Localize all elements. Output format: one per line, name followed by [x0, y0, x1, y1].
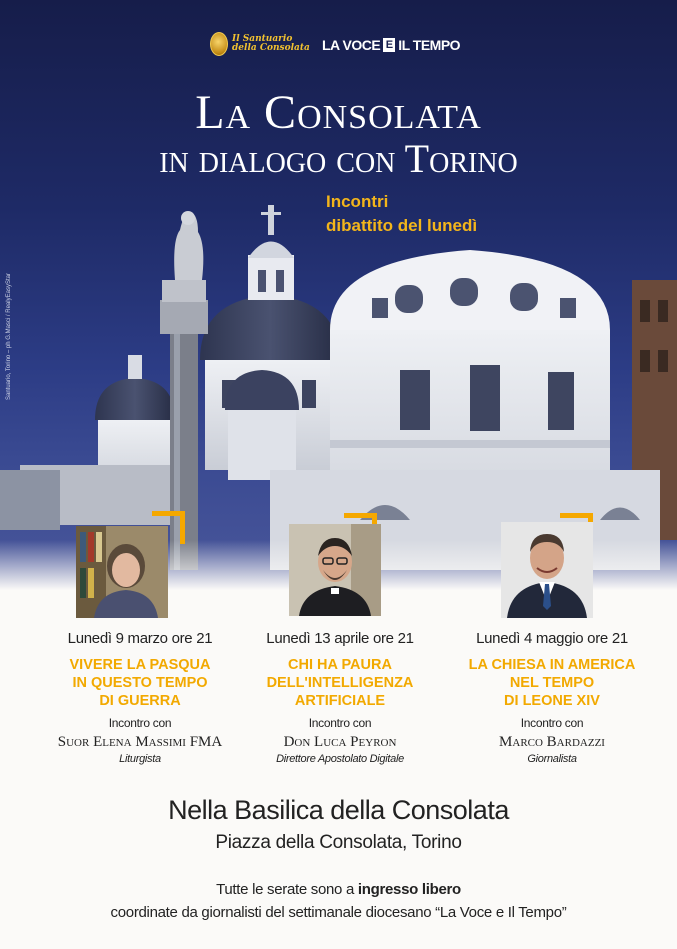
voce-logo-e: E	[383, 38, 395, 52]
event-2-topic	[230, 656, 450, 710]
santuario-logo-line2: della Consolata	[232, 43, 310, 53]
event-1-topic-line1: VIVERE LA PASQUA	[69, 657, 211, 673]
event-1-topic-line2: IN QUESTO TEMPO	[72, 675, 208, 691]
subtitle-line2: dibattito del lunedì	[326, 216, 478, 235]
venue-address: Piazza della Consolata, Torino	[215, 832, 462, 853]
speaker-portrait-2	[289, 524, 381, 616]
footer-admission-free: ingresso libero	[357, 881, 461, 898]
madonna-medal-icon	[210, 32, 228, 56]
photo-credit: Santuario, Torino – ph G.Masci / RealyEasyStar	[6, 273, 12, 400]
venue-name: Nella Basilica della Consolata	[168, 795, 509, 825]
la-voce-il-tempo-logo	[322, 37, 460, 53]
event-1-intro: Incontro con	[108, 716, 172, 730]
event-2-speaker: Don Luca Peyron	[283, 734, 397, 750]
person-portrait-icon	[76, 526, 168, 618]
subtitle-line1: Incontri	[326, 192, 389, 211]
event-1-speaker: Suor Elena Massimi FMA	[57, 734, 223, 750]
santuario-logo-line1: Il Santuario	[232, 34, 293, 44]
event-3-topic	[442, 656, 662, 710]
event-3-topic-line2: NEL TEMPO	[509, 675, 595, 691]
event-3-date: Lunedì 4 maggio ore 21	[476, 630, 628, 647]
central-dome	[200, 295, 340, 360]
event-2-role: Direttore Apostolato Digitale	[276, 753, 404, 765]
event-1-date: Lunedì 9 marzo ore 21	[67, 630, 213, 647]
title-line2: in dialogo con Torino	[159, 136, 518, 181]
event-1-topic-line3: DI GUERRA	[99, 693, 181, 709]
title-line1: La Consolata	[195, 86, 482, 139]
footer-admission	[0, 881, 677, 898]
left-dome	[95, 378, 175, 420]
footer-coordination: coordinate da giornalisti del settimanale diocesano “La Voce e Il Tempo”	[110, 904, 567, 921]
event-3-role: Giornalista	[527, 753, 577, 765]
person-portrait-icon	[289, 524, 381, 616]
event-2-topic-line2: DELL'INTELLIGENZA	[266, 675, 414, 691]
subtitle	[326, 190, 477, 238]
event-2-date: Lunedì 13 aprile ore 21	[266, 630, 414, 647]
event-2-topic-line3: ARTIFICIALE	[294, 693, 386, 709]
event-1-topic	[30, 656, 250, 710]
voce-logo-right: IL TEMPO	[398, 37, 461, 53]
event-3-topic-line1: LA CHIESA IN AMERICA	[468, 657, 636, 673]
event-1-role: Liturgista	[119, 753, 161, 765]
voce-logo-left: LA VOCE	[322, 37, 381, 53]
santuario-logo	[210, 32, 310, 56]
event-3-speaker: Marco Bardazzi	[499, 734, 605, 750]
speaker-portrait-3	[501, 522, 593, 618]
footer-admission-prefix: Tutte le serate sono a	[216, 881, 358, 898]
event-3-intro: Incontro con	[520, 716, 584, 730]
speaker-portrait-1	[76, 526, 168, 618]
event-2-topic-line1: CHI HA PAURA	[288, 657, 392, 673]
event-2-intro: Incontro con	[308, 716, 372, 730]
event-3-topic-line3: DI LEONE XIV	[504, 693, 600, 709]
person-portrait-icon	[501, 522, 593, 618]
